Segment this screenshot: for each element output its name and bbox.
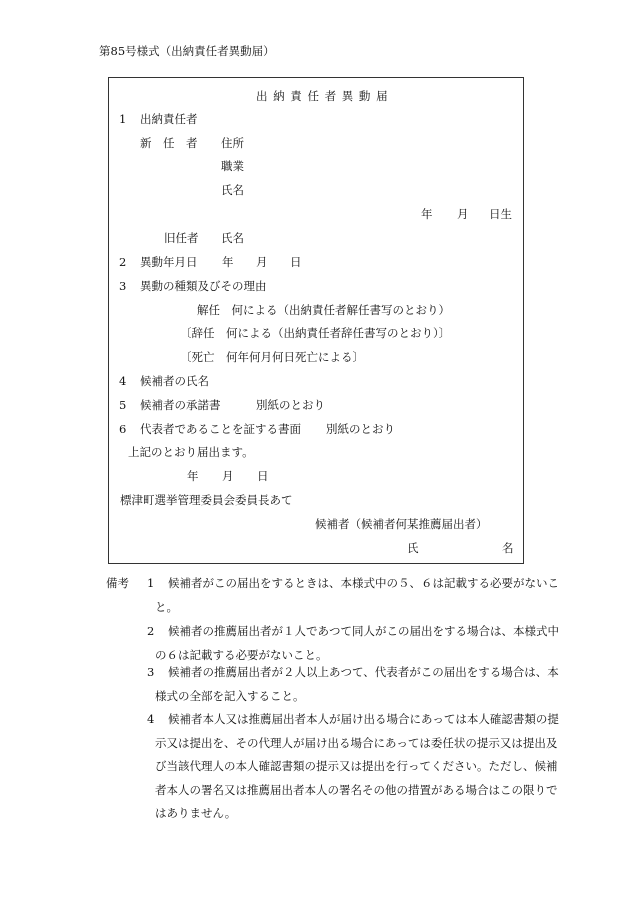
new-appointee-label: 新 任 者 (140, 136, 198, 150)
item1-label: 出納責任者 (140, 112, 198, 126)
item2-label: 異動年月日 (140, 255, 198, 269)
old-name-label: 氏名 (221, 231, 244, 245)
form-title: 出 納 責 任 者 異 動 届 (256, 89, 389, 103)
signature-shi: 氏 (407, 541, 419, 555)
note-4-line-1: 候補者本人又は推薦届出者本人が届け出る場合にあっては本人確認書類の提 (168, 712, 559, 726)
item4-label: 候補者の氏名 (140, 374, 209, 388)
note-4-line-5: はありません。 (155, 806, 237, 820)
resignation-reason: 〔辞任 何による（出納責任者辞任書写のとおり）〕 (180, 326, 451, 340)
dismissal-reason: 解任 何による（出納責任者解任書写のとおり） (197, 303, 450, 317)
note-2-number: 2 (147, 624, 155, 638)
death-reason: 〔死亡 何年何月何日死亡による〕 (180, 350, 364, 364)
note-1-line-2: と。 (155, 600, 178, 614)
address-label: 住所 (221, 136, 244, 150)
item2-number: 2 (119, 255, 127, 269)
note-2-line-1: 候補者の推薦届出者が１人であつて同人がこの届出をする場合は、本様式中 (168, 624, 559, 638)
submitter-label: 候補者（候補者何某推薦届出者） (315, 517, 488, 531)
birth-month-label: 月 (457, 207, 469, 221)
note-2-line-2: の６は記載する必要がないこと。 (155, 648, 328, 662)
item3-number: 3 (119, 279, 127, 293)
item5-number: 5 (119, 398, 127, 412)
notes-heading: 備考 (106, 576, 129, 590)
item6-label: 代表者であることを証する書面 (140, 422, 301, 436)
submit-day-label: 日 (257, 469, 269, 483)
note-3-number: 3 (147, 665, 155, 679)
item1-number: 1 (119, 112, 127, 126)
item6-value: 別紙のとおり (326, 422, 395, 436)
name-label: 氏名 (221, 183, 244, 197)
birth-day-label: 日生 (489, 207, 512, 221)
item5-label: 候補者の承諾書 (140, 398, 221, 412)
note-3-line-1: 候補者の推薦届出者が２人以上あつて、代表者がこの届出をする場合は、本 (168, 665, 559, 679)
closing-statement: 上記のとおり届出ます。 (128, 445, 254, 459)
form-box (108, 77, 524, 564)
note-3-line-2: 様式の全部を記入すること。 (155, 689, 305, 703)
item6-number: 6 (119, 422, 127, 436)
note-4-line-3: び当該代理人の本人確認書類の提示又は提出を行ってください。ただし、候補 (155, 759, 558, 773)
change-month-label: 月 (256, 255, 268, 269)
birth-year-label: 年 (421, 207, 433, 221)
submit-year-label: 年 (187, 469, 199, 483)
change-day-label: 日 (290, 255, 302, 269)
note-1-number: 1 (147, 576, 155, 590)
occupation-label: 職業 (221, 159, 244, 173)
submit-month-label: 月 (222, 469, 234, 483)
item3-label: 異動の種類及びその理由 (140, 279, 267, 293)
note-4-line-2: 示又は提出を、その代理人が届け出る場合にあっては委任状の提示又は提出及 (155, 736, 558, 750)
note-4-number: 4 (147, 712, 155, 726)
note-1-line-1: 候補者がこの届出をするときは、本様式中の５、６は記載する必要がないこ (168, 576, 559, 590)
item4-number: 4 (119, 374, 127, 388)
old-appointee-label: 旧任者 (164, 231, 199, 245)
form-number-heading: 第85号様式（出納責任者異動届） (99, 44, 275, 58)
note-4-line-4: 者本人の署名又は推薦届出者本人の署名その他の措置がある場合はこの限りで (155, 783, 558, 797)
change-year-label: 年 (222, 255, 234, 269)
addressee: 標津町選挙管理委員会委員長あて (120, 493, 293, 507)
item5-value: 別紙のとおり (256, 398, 325, 412)
signature-mei: 名 (502, 541, 514, 555)
